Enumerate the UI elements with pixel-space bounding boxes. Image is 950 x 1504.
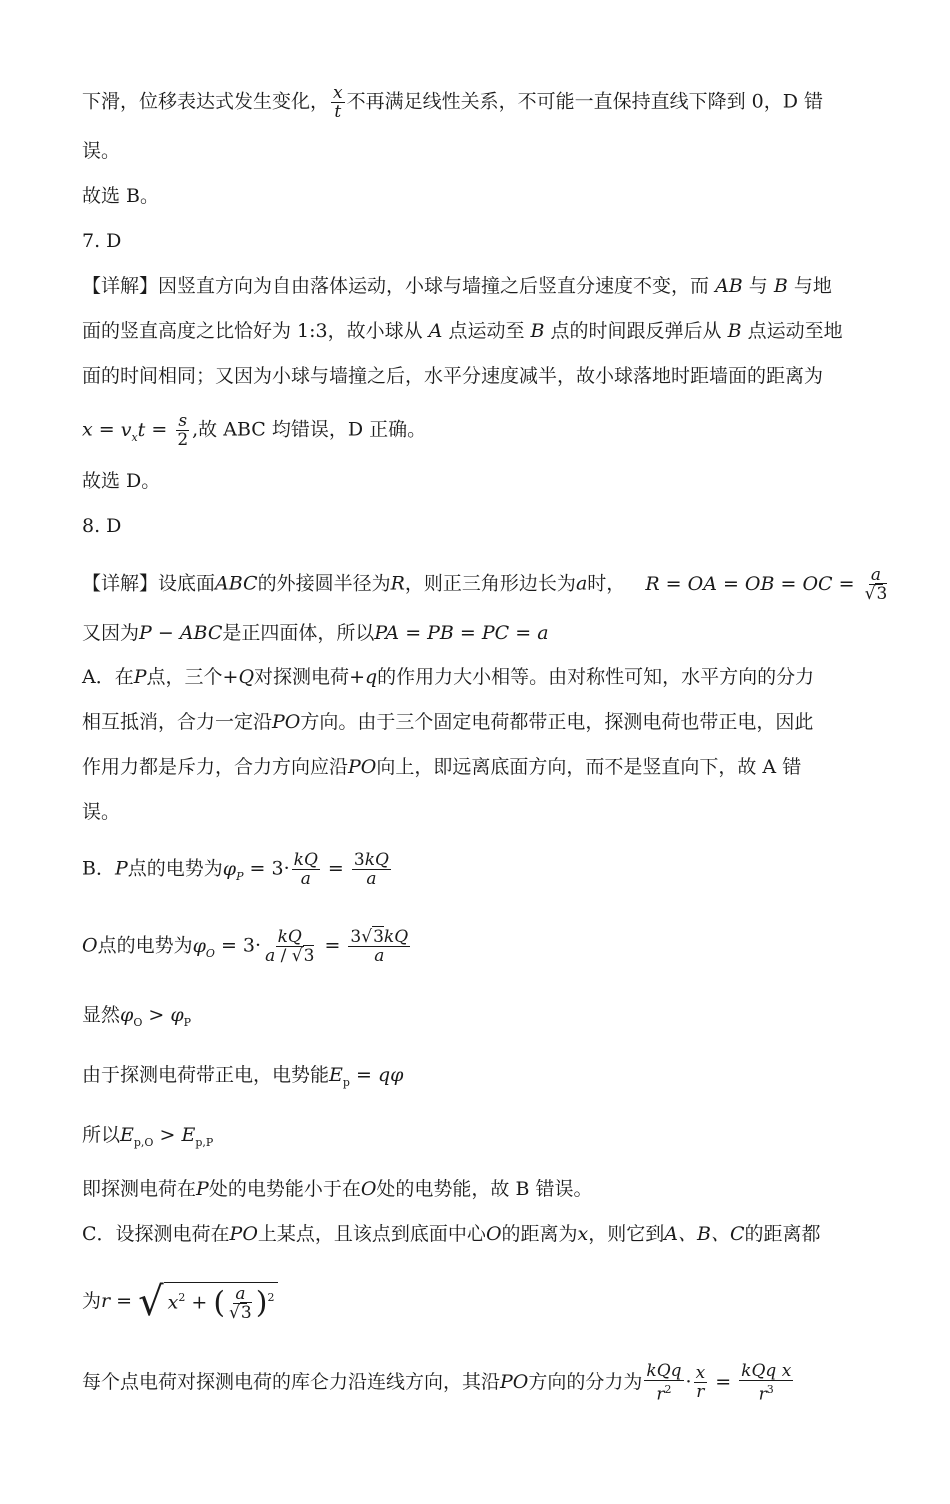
text-span: 向上，即远离底面方向，而不是竖直向下，故 A 错: [376, 756, 802, 778]
text-span: 处的电势能小于在: [208, 1178, 361, 1200]
text-span: A．在: [82, 666, 134, 688]
text-span: 故选 D。: [82, 470, 161, 492]
text-span: 的作用力大小相等。由对称性可知，水平方向的分力: [377, 666, 815, 688]
text-line: [82, 183, 159, 209]
text-line: 由于探测电荷带正电，电势能$E_p = q\varphi$: [82, 1064, 404, 1089]
text-line: [82, 363, 823, 389]
formula-kq-over-a-sqrt3: $\frac{kQ}{a / √3}$: [265, 927, 315, 966]
text-line: 即探测电荷在P处的电势能小于在O处的电势能，故 B 错误。: [82, 1178, 593, 1200]
text-span: 又因为: [82, 622, 140, 644]
text-span: 显然: [82, 1004, 121, 1026]
text-span: 面的竖直高度之比恰好为 1:3，故小球从: [82, 320, 423, 342]
text-line: [82, 138, 120, 164]
text-span: 点的电势为: [97, 934, 193, 957]
text-line: O点的电势为$\varphi_O = 3\cdot$ $\frac{kQ}{a / √3}$ = $\frac{3√3kQ}{a}$: [82, 927, 409, 966]
text-line: $x = v_xt$ = $\frac{s}{2}$ ,故 ABC 均错误，D 正确。: [82, 411, 427, 450]
text-line: 相互抵消，合力一定沿PO方向。由于三个固定电荷都带正电，探测电荷也带正电，因此: [82, 711, 814, 733]
text-span: 与: [748, 275, 768, 297]
formula-kq-over-a: $\frac{kQ}{a}$: [293, 850, 318, 889]
text-span: 下滑，位移表达式发生变化，: [82, 90, 330, 113]
text-span: 7. D: [82, 230, 122, 252]
text-span: 【详解】因竖直方向为自由落体运动，小球与墙撞之后竖直分速度不变，而: [82, 275, 710, 297]
text-span: 上某点，且该点到底面中心: [257, 1223, 486, 1245]
text-span: ,故 ABC 均错误，D 正确。: [192, 418, 427, 441]
text-span: 即探测电荷在: [82, 1178, 197, 1200]
question-number: [82, 513, 121, 539]
formula: AB: [715, 275, 743, 297]
formula-kqq-over-r2: $\frac{\text{kQq}}{r^2}$: [646, 1361, 682, 1405]
formula-3sqrt3kq-over-a: $\frac{3√3kQ}{a}$: [350, 927, 409, 966]
text-span: 点运动至地: [747, 320, 843, 342]
option-c: C．设探测电荷在PO上某点，且该点到底面中心O的距离为x，则它到A、B、C的距离都: [82, 1223, 821, 1245]
formula-sqrt-radius: $x^2$ + ( $\frac{a}{√3}$ )$^2$: [164, 1282, 279, 1322]
text-span: 不再满足线性关系，不可能一直保持直线下降到 0，D 错: [346, 90, 824, 113]
text-span: B．: [82, 857, 115, 880]
formula-x-eq-vxt: x: [82, 418, 93, 441]
text-span: 方向。由于三个固定电荷都带正电，探测电荷也带正电，因此: [300, 711, 814, 733]
text-span: 的距离为: [501, 1223, 578, 1245]
text-line: [82, 84, 823, 121]
text-line: 每个点电荷对探测电荷的库仑力沿连线方向，其沿PO方向的分力为 $\frac{\text{kQq}}{r^2}$ · $\frac{x}{r}$ = $\frac{\text{kQq x}}{r^3}$: [82, 1361, 792, 1405]
formula-3kq-over-a: $\frac{3kQ}{a}$: [353, 850, 389, 889]
text-span: 处的电势能，故 B 错误。: [376, 1178, 593, 1200]
formula-x-over-r: $\frac{x}{r}$: [695, 1363, 706, 1403]
text-span: 点，三个: [146, 666, 223, 688]
formula-a-over-sqrt3: $\frac{a}{√3}$: [864, 565, 888, 604]
text-span: ，则正三角形边长为: [404, 572, 576, 595]
text-span: 的外接圆半径为: [257, 572, 391, 595]
text-span: 的距离都: [744, 1223, 821, 1245]
text-line: 作用力都是斥力，合力方向应沿PO向上，即远离底面方向，而不是竖直向下，故 A 错: [82, 756, 802, 778]
formula-kqqx-over-r3: $\frac{\text{kQq x}}{r^3}$: [741, 1361, 792, 1405]
text-line: 所以$E_{p,O} > E_{p,P}$: [82, 1124, 214, 1149]
text-span: 面的时间相同；又因为小球与墙撞之后，水平分速度减半，故小球落地时距墙面的距离为: [82, 365, 824, 387]
text-span: 【详解】设底面: [82, 572, 216, 595]
option-a: A．在P点，三个+Q对探测电荷+q的作用力大小相等。由对称性可知，水平方向的分力: [82, 666, 815, 688]
formula: B: [773, 275, 788, 297]
option-b: B．P点的电势为$\varphi_P = 3\cdot$ $\frac{kQ}{a}$ = $\frac{3kQ}{a}$: [82, 850, 389, 889]
text-span: 每个点电荷对探测电荷的库仑力沿连线方向，其沿: [82, 1370, 501, 1393]
text-span: 点的时间跟反弹后从: [550, 320, 722, 342]
text-span: 与地: [793, 275, 832, 297]
text-span: C．设探测电荷在: [82, 1223, 230, 1245]
text-span: 为: [82, 1290, 102, 1312]
text-line: [82, 273, 832, 299]
text-span: 点运动至: [448, 320, 525, 342]
formula-radius: R = OA = OB = OC =: [645, 572, 861, 595]
text-span: 点的电势为: [127, 857, 223, 880]
text-span: 8. D: [82, 515, 122, 537]
text-span: 是正四面体，所以: [222, 622, 375, 644]
text-span: 相互抵消，合力一定沿: [82, 711, 273, 733]
text-span: 对探测电荷: [254, 666, 350, 688]
text-span: 方向的分力为: [528, 1370, 643, 1393]
text-span: ，则它到: [588, 1223, 665, 1245]
formula-s-over-2: $\frac{s}{2}$: [177, 411, 189, 450]
text-span: 作用力都是斥力，合力方向应沿: [82, 756, 349, 778]
text-line: [82, 799, 120, 825]
text-line: 又因为P − ABC是正四面体，所以PA = PB = PC = a: [82, 622, 549, 644]
text-span: 误。: [82, 140, 121, 162]
text-line: 【详解】设底面ABC的外接圆半径为R，则正三角形边长为a时， R = OA = OB = OC = $\frac{a}{√3}$: [82, 565, 888, 604]
text-span: 故选 B。: [82, 185, 160, 207]
formula-x-over-t: $\frac{x}{t}$: [333, 83, 343, 122]
question-number: [82, 228, 121, 254]
text-line: 为r = √ $x^2$ + ( $\frac{a}{√3}$ )$^2$: [82, 1282, 278, 1322]
text-line: 显然$\varphi_O > \varphi_P$: [82, 1004, 192, 1029]
text-line: [82, 468, 160, 494]
text-span: 误。: [82, 801, 121, 823]
text-span: 由于探测电荷带正电，电势能: [82, 1064, 330, 1086]
text-line: 面的竖直高度之比恰好为 1:3，故小球从 A 点运动至 B 点的时间跟反弹后从 B 点运动至地: [82, 320, 843, 342]
text-span: 时，: [587, 572, 626, 595]
text-span: 所以: [82, 1124, 121, 1146]
